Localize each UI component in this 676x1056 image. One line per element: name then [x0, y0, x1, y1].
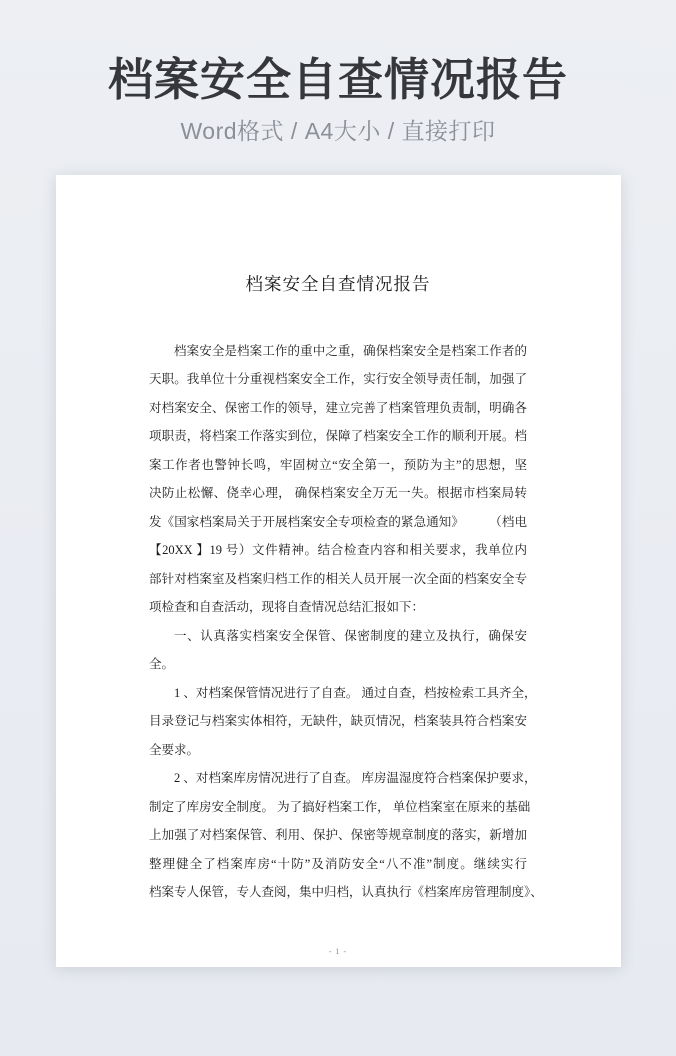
document-line: 上加强了对档案保管、利用、保护、保密等规章制度的落实，新增加	[149, 828, 527, 843]
document-line: 一、认真落实档案安全保管、保密制度的建立及执行，确保安	[174, 628, 527, 643]
document-line: 目录登记与档案实体相符，无缺件，缺页情况，档案装具符合档案安	[149, 714, 527, 729]
banner	[0, 0, 676, 146]
banner-subtitle: Word格式 / A4大小 / 直接打印	[180, 117, 496, 144]
document-line: 档案安全是档案工作的重中之重，确保档案安全是档案工作者的	[174, 343, 527, 358]
document-line: 制定了库房安全制度。 为了搞好档案工作， 单位档案室在原来的基础	[149, 799, 531, 814]
document-line: 发《国家档案局关于开展档案安全专项检查的紧急通知》 （档电	[149, 514, 527, 529]
document-line: 全要求。	[149, 742, 200, 757]
document-line: 【20XX 】19 号）文件精神。结合检查内容和相关要求，我单位内	[149, 543, 527, 558]
document-line: 档案专人保管，专人查阅，集中归档，认真执行《档案库房管理制度》、	[149, 885, 543, 900]
document-line: 决防止松懈、侥幸心理， 确保档案安全万无一失。根据市档案局转	[149, 486, 527, 501]
document-title: 档案安全自查情况报告	[245, 273, 431, 294]
document-body	[149, 337, 543, 907]
document-line: 天职。我单位十分重视档案安全工作，实行安全领导责任制，加强了	[149, 372, 527, 387]
document-line: 整理健全了档案库房“十防”及消防安全“八不准”制度。继续实行	[149, 856, 527, 871]
document-line: 案工作者也警钟长鸣，牢固树立“安全第一，预防为主”的思想，坚	[149, 457, 527, 472]
document-line: 项检查和自查活动，现将自查情况总结汇报如下：	[149, 600, 425, 615]
document-line: 全。	[149, 657, 175, 672]
document-line: 1 、对档案保管情况进行了自查。 通过自查，档按检索工具齐全，	[174, 685, 537, 700]
document-line: 项职责，将档案工作落实到位，保障了档案安全工作的顺利开展。档	[149, 429, 527, 444]
document-line: 对档案安全、保密工作的领导，建立完善了档案管理负责制，明确各	[149, 400, 527, 415]
banner-title: 档案安全自查情况报告	[107, 54, 568, 105]
document-line: 2 、对档案库房情况进行了自查。 库房温湿度符合档案保护要求，	[174, 771, 537, 786]
document-page	[56, 175, 621, 967]
page-number: - 1 -	[328, 946, 348, 956]
document-line: 部针对档案室及档案归档工作的相关人员开展一次全面的档案安全专	[149, 571, 527, 586]
